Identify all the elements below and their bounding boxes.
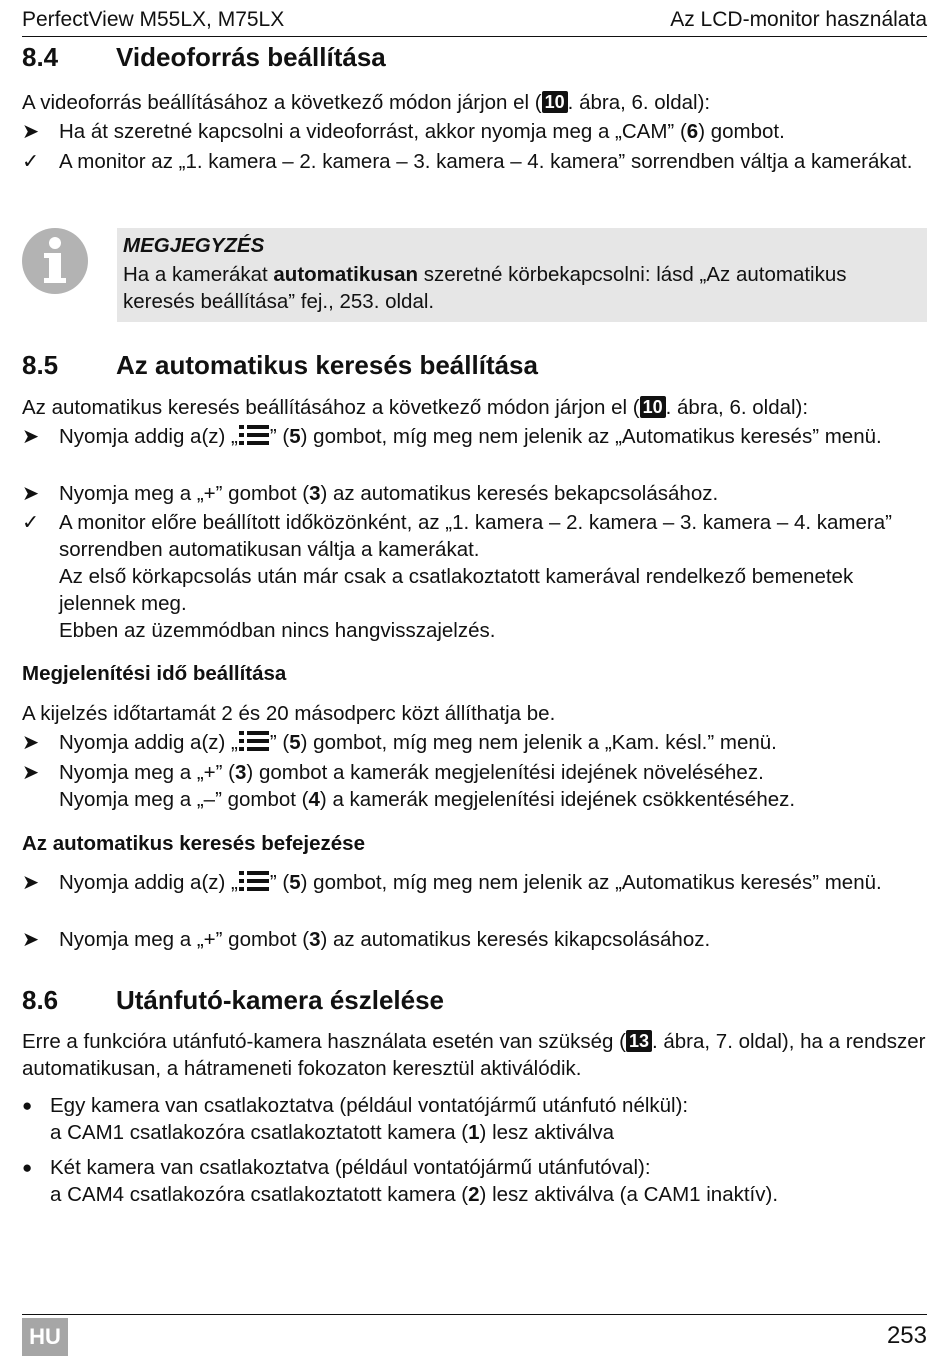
step-text: Nyomja addig a(z) „ ” (5) gombot, míg meg nem jelenik az „Automatikus keresés” menü. (59, 425, 882, 448)
figure-ref-badge: 10 (542, 91, 568, 113)
bullet-text: Egy kamera van csatlakoztatva (például vontatójármű utánfutó nélkül): a CAM1 csatlakozóra csatlakoztatott kamera (1) lesz aktiválva (50, 1094, 689, 1144)
step-text: Nyomja addig a(z) „ ” (5) gombot, míg meg nem jelenik a „Kam. késl.” menü. (59, 731, 777, 754)
info-icon (22, 228, 88, 294)
page-header (22, 6, 927, 37)
menu-list-icon (238, 869, 270, 893)
section-heading-8-5 (22, 350, 538, 381)
arrow-icon: ➤ (22, 731, 40, 754)
arrow-icon: ➤ (22, 482, 40, 505)
text: . ábra, 6. oldal): (567, 91, 711, 114)
subheading: Megjelenítési idő beállítása (22, 662, 287, 685)
step-text: Nyomja meg a „+” gombot (3) az automatikus keresés bekapcsolásához. (59, 482, 719, 505)
paragraph (22, 394, 927, 421)
note-text: Ha a kamerákat automatikusan szeretné körbekapcsolni: lásd „Az automatikus keresés beállítása” fej., 253. oldal. (123, 263, 847, 313)
step-text: Nyomja addig a(z) „ ” (5) gombot, míg meg nem jelenik az „Automatikus keresés” menü. (59, 871, 882, 894)
result-text: A monitor az „1. kamera – 2. kamera – 3. kamera – 4. kamera” sorrendben váltja a kamerákat. (59, 150, 913, 173)
arrow-icon: ➤ (22, 761, 40, 784)
step-text: Ha át szeretné kapcsolni a videoforrást, akkor nyomja meg a „CAM” (6) gombot. (59, 120, 785, 143)
menu-list-icon (238, 729, 270, 753)
figure-ref-badge: 13 (626, 1030, 652, 1052)
check-icon: ✓ (22, 511, 40, 534)
text: . ábra, 7. oldal), ha a rendszer automatikusan, a hátrameneti fokozaton keresztül aktiválódik. (22, 1030, 926, 1080)
subheading: Az automatikus keresés befejezése (22, 832, 365, 855)
menu-list-icon (238, 423, 270, 447)
header-product: PerfectView M55LX, M75LX (22, 8, 285, 31)
result-text: A monitor előre beállított időközönként, az „1. kamera – 2. kamera – 3. kamera – 4. kamera” sorrendben automatikusan váltja a kamerákat. Az első körkapcsolás után már csak a csatlakoztatott kamerával rendelkező bemenetek jelennek meg. Ebben az üzemmódban nincs hangvisszajelzés. (59, 511, 892, 642)
section-number: 8.5 (22, 350, 59, 380)
section-title: Videoforrás beállítása (116, 42, 386, 72)
header-chapter: Az LCD-monitor használata (670, 8, 927, 31)
section-number: 8.4 (22, 42, 59, 72)
arrow-icon: ➤ (22, 120, 40, 143)
check-icon: ✓ (22, 150, 40, 173)
step-text: Nyomja meg a „+” gombot (3) az automatikus keresés kikapcsolásához. (59, 928, 711, 951)
arrow-icon: ➤ (22, 871, 40, 894)
bullet-text: Két kamera van csatlakoztatva (például vontatójármű utánfutóval): a CAM4 csatlakozóra csatlakoztatott kamera (2) lesz aktiválva (a CAM1 inaktív). (50, 1156, 779, 1206)
text: . ábra, 6. oldal): (665, 396, 809, 419)
section-title: Az automatikus keresés beállítása (116, 350, 538, 380)
note-title: MEGJEGYZÉS (123, 234, 265, 257)
paragraph (22, 1028, 927, 1082)
figure-ref-badge: 10 (640, 396, 666, 418)
arrow-icon: ➤ (22, 425, 40, 448)
bullet-icon: ● (22, 1096, 33, 1115)
section-heading-8-4 (22, 42, 386, 73)
paragraph: A kijelzés időtartamát 2 és 20 másodperc közt állíthatja be. (22, 702, 556, 725)
arrow-icon: ➤ (22, 928, 40, 951)
section-heading-8-6 (22, 985, 444, 1016)
text: Az automatikus keresés beállításához a következő módon járjon el ( (22, 396, 640, 419)
step-text: Nyomja meg a „+” (3) gombot a kamerák megjelenítési idejének növeléséhez. Nyomja meg a „–” gombot (4) a kamerák megjelenítési idejének csökkentéséhez. (59, 761, 796, 811)
section-title: Utánfutó-kamera észlelése (116, 985, 445, 1015)
bullet-icon: ● (22, 1158, 33, 1177)
language-badge: HU (22, 1318, 68, 1356)
text: A videoforrás beállításához a következő módon járjon el ( (22, 91, 542, 114)
section-number: 8.6 (22, 985, 59, 1015)
paragraph (22, 89, 927, 116)
footer-rule (22, 1314, 927, 1315)
text: Erre a funkcióra utánfutó-kamera használata esetén van szükség ( (22, 1030, 626, 1053)
page-number: 253 (886, 1322, 927, 1349)
